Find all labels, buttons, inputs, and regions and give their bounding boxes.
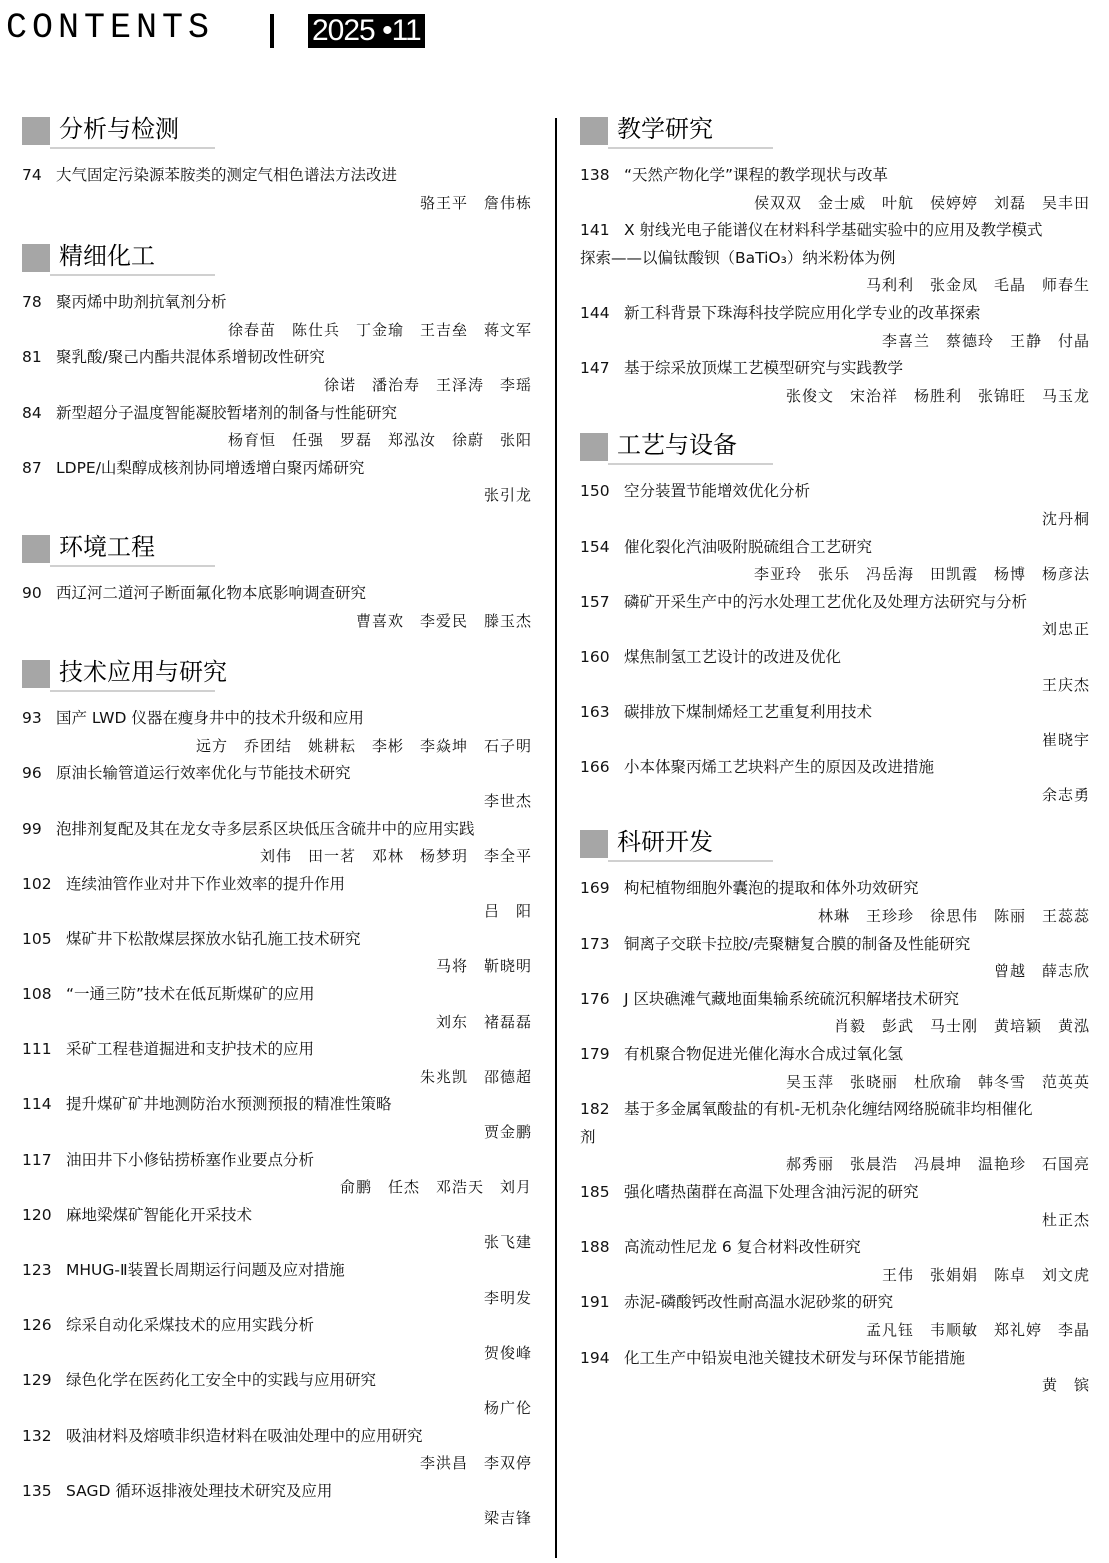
article-title[interactable]: 赤泥-磷酸钙改性耐高温水泥砂浆的研究	[624, 1293, 894, 1312]
entry-title-line	[580, 300, 1090, 328]
article-title-continued[interactable]: 剂	[580, 1127, 596, 1146]
page-number: 169	[580, 879, 610, 898]
entry-title-line	[580, 478, 1090, 506]
page-number: 111	[22, 1040, 52, 1059]
article-authors: 李洪昌 李双停	[419, 1454, 532, 1473]
article-title[interactable]: 化工生产中铅炭电池关键技术研发与环保节能措施	[624, 1348, 966, 1367]
toc-entry[interactable]	[580, 162, 1090, 217]
article-authors: 俞鹏 任杰 邓浩天 刘月	[339, 1178, 532, 1197]
section-marker-square	[22, 117, 50, 145]
article-authors: 刘伟 田一茗 邓林 杨梦玥 李全平	[259, 847, 532, 866]
toc-entry[interactable]	[580, 1345, 1090, 1400]
entry-title-line	[580, 217, 1090, 245]
page-number: 166	[580, 758, 610, 777]
article-title[interactable]: 综采自动化采煤技术的应用实践分析	[66, 1316, 315, 1335]
section-underline	[50, 147, 215, 149]
entry-title-line	[22, 926, 532, 954]
article-authors: 李亚玲 张乐 冯岳海 田凯霞 杨博 杨彦法	[753, 565, 1090, 584]
page-number: 120	[22, 1205, 52, 1224]
toc-entry[interactable]	[22, 705, 532, 760]
article-title[interactable]: “天然产物化学”课程的教学现状与改革	[624, 166, 889, 184]
toc-entry[interactable]	[580, 1041, 1090, 1096]
toc-entry[interactable]	[22, 1036, 532, 1091]
toc-entry[interactable]	[22, 816, 532, 871]
section	[580, 825, 1090, 1399]
entry-title-line	[22, 1036, 532, 1064]
section-marker-square	[580, 433, 608, 461]
article-title[interactable]: 西辽河二道河子断面氟化物本底影响调查研究	[56, 583, 367, 602]
entry-title-line	[580, 1041, 1090, 1069]
section	[22, 112, 532, 217]
article-authors: 余志勇	[1041, 785, 1090, 804]
entry-title-line	[22, 1202, 532, 1230]
toc-entry[interactable]	[580, 217, 1090, 300]
entry-title-line	[22, 760, 532, 788]
entry-title-line	[22, 981, 532, 1009]
article-title[interactable]: 新工科背景下珠海科技学院应用化学专业的改革探索	[624, 303, 981, 322]
toc-entry[interactable]	[580, 875, 1090, 930]
article-title[interactable]: 泡排剂复配及其在龙女寺多层系区块低压含硫井中的应用实践	[56, 819, 475, 838]
article-title[interactable]: 有机聚合物促进光催化海水合成过氧化氢	[624, 1045, 904, 1064]
section-title: 科研开发	[617, 828, 713, 857]
page-number: 147	[580, 359, 610, 378]
article-authors: 刘东 褚磊磊	[435, 1012, 532, 1031]
page-number: 117	[22, 1150, 52, 1169]
article-title[interactable]: 新型超分子温度智能凝胶暂堵剂的制备与性能研究	[56, 403, 398, 422]
entry-title-line	[580, 875, 1090, 903]
page-number: 87	[22, 458, 42, 477]
article-authors: 刘忠正	[1041, 620, 1090, 639]
toc-entry[interactable]	[580, 754, 1090, 809]
entry-title-line	[22, 400, 532, 428]
section-title: 环境工程	[59, 532, 155, 561]
article-authors: 马将 靳晓明	[435, 957, 532, 976]
article-title[interactable]: 绿色化学在医药化工安全中的实践与应用研究	[66, 1371, 377, 1390]
article-authors: 曾越 薛志欣	[993, 962, 1090, 981]
article-authors: 贾金鹏	[483, 1123, 532, 1142]
page-number: 126	[22, 1316, 52, 1335]
toc-entry[interactable]	[22, 400, 532, 455]
entry-title-line	[22, 816, 532, 844]
page-number: 123	[22, 1261, 52, 1279]
section	[22, 655, 532, 1533]
page-number: 84	[22, 403, 42, 422]
article-title[interactable]: 小本体聚丙烯工艺块料产生的原因及改进措施	[624, 758, 935, 777]
page-number: 90	[22, 583, 42, 602]
article-title[interactable]: 提升煤矿矿井地测防治水预测预报的精准性策略	[66, 1095, 392, 1114]
page-number: 78	[22, 293, 42, 312]
article-authors: 贺俊峰	[483, 1343, 532, 1362]
article-authors: 肖毅 彭武 马士刚 黄培颖 黄泓	[833, 1017, 1090, 1036]
toc-entry[interactable]	[22, 580, 532, 635]
section	[22, 239, 532, 510]
section-title: 教学研究	[617, 115, 713, 143]
section-underline	[50, 565, 215, 567]
page-number: 114	[22, 1095, 52, 1114]
article-title[interactable]: 国产 LWD 仪器在瘦身井中的技术升级和应用	[56, 709, 364, 728]
entry-title-line	[580, 644, 1090, 672]
article-title[interactable]: 高流动性尼龙 6 复合材料改性研究	[624, 1238, 861, 1257]
article-title[interactable]: J 区块礁滩气藏地面集输系统硫沉积解堵技术研究	[624, 989, 959, 1008]
section-underline	[50, 274, 215, 276]
entry-title-line	[580, 1179, 1090, 1207]
page-number: 154	[580, 537, 610, 556]
entry-title-line	[22, 705, 532, 733]
page-number: 179	[580, 1045, 610, 1064]
toc-entry[interactable]	[580, 478, 1090, 533]
entry-title-line	[22, 289, 532, 317]
article-title[interactable]: 麻地梁煤矿智能化开采技术	[66, 1205, 253, 1224]
toc-entry[interactable]	[22, 1147, 532, 1202]
entry-title-line	[22, 455, 532, 483]
section-underline	[608, 147, 773, 149]
section-marker-square	[22, 244, 50, 272]
toc-entry[interactable]	[22, 926, 532, 981]
entry-title-line	[580, 1345, 1090, 1373]
toc-entry[interactable]	[22, 1423, 532, 1478]
article-authors: 沈丹桐	[1041, 509, 1090, 528]
toc-entry[interactable]	[580, 986, 1090, 1041]
section-marker-square	[580, 117, 608, 145]
section-underline	[608, 860, 773, 862]
column-divider	[555, 118, 557, 1558]
article-title[interactable]: 碳排放下煤制烯烃工艺重复利用技术	[624, 703, 873, 722]
section-heading	[22, 530, 532, 566]
entry-title-line	[22, 344, 532, 372]
article-authors: 吕 阳	[483, 902, 532, 921]
page-number: 96	[22, 764, 42, 783]
toc-entry[interactable]	[580, 1096, 1090, 1179]
entry-title-line	[22, 1091, 532, 1119]
toc-entry[interactable]	[580, 1179, 1090, 1234]
article-title[interactable]: 聚丙烯中助剂抗氧剂分析	[56, 293, 227, 312]
entry-title-line	[22, 162, 532, 190]
article-authors: 李世杰	[483, 791, 532, 810]
article-title[interactable]: 基于综采放顶煤工艺模型研究与实践教学	[624, 359, 904, 378]
article-authors: 徐诺 潘治寿 王泽涛 李瑶	[323, 375, 532, 394]
article-authors: 徐春苗 陈仕兵 丁金瑜 王吉垒 蒋文军	[227, 320, 532, 339]
left-column	[22, 112, 532, 1533]
article-title[interactable]: 磷矿开采生产中的污水处理工艺优化及处理方法研究与分析	[624, 592, 1028, 611]
article-authors: 张飞建	[483, 1233, 532, 1252]
page-number: 182	[580, 1100, 610, 1119]
article-authors: 王庆杰	[1041, 675, 1090, 694]
entry-title-line	[22, 1257, 532, 1285]
header-divider	[270, 14, 274, 48]
page-number: 99	[22, 819, 42, 838]
article-title[interactable]: 强化嗜热菌群在高温下处理含油污泥的研究	[624, 1183, 919, 1201]
article-title[interactable]: 煤焦制氢工艺设计的改进及优化	[624, 647, 842, 666]
article-title[interactable]: 大气固定污染源苯胺类的测定气相色谱法方法改进	[56, 166, 398, 184]
section-title: 工艺与设备	[617, 431, 737, 460]
section-marker-square	[22, 535, 50, 563]
page-number: 108	[22, 985, 52, 1004]
toc-entry[interactable]	[22, 1257, 532, 1312]
entry-title-line	[580, 699, 1090, 727]
entry-title-line	[580, 355, 1090, 383]
article-authors: 骆王平 詹伟栋	[419, 193, 532, 212]
toc-entry[interactable]	[580, 300, 1090, 355]
page-number: 138	[580, 166, 610, 184]
toc-entry[interactable]	[580, 644, 1090, 699]
page-number: 188	[580, 1238, 610, 1257]
article-title[interactable]: 空分装置节能增效优化分析	[624, 482, 811, 501]
article-authors: 李喜兰 蔡德玲 王静 付晶	[881, 331, 1090, 350]
section-title: 技术应用与研究	[59, 658, 227, 687]
article-authors: 朱兆凯 邵德超	[419, 1067, 532, 1086]
toc-entry[interactable]	[580, 355, 1090, 410]
toc-entry[interactable]	[580, 1289, 1090, 1344]
article-title[interactable]: 枸杞植物细胞外囊泡的提取和体外功效研究	[624, 879, 919, 898]
article-authors: 杨育恒 任强 罗磊 郑泓汝 徐蔚 张阳	[227, 431, 532, 450]
article-title[interactable]: 油田井下小修钻捞桥塞作业要点分析	[66, 1150, 315, 1169]
toc-entry[interactable]	[22, 1202, 532, 1257]
section-title: 分析与检测	[59, 115, 179, 143]
article-authors: 崔晓宇	[1041, 730, 1090, 749]
article-authors: 马利利 张金凤 毛晶 师春生	[865, 276, 1090, 295]
entry-title-line	[22, 580, 532, 608]
issue-number-badge: 2025 •11	[308, 14, 425, 48]
article-authors: 孟凡钰 韦顺敏 郑礼婷 李晶	[865, 1320, 1090, 1339]
section-underline	[608, 463, 773, 465]
section-marker-square	[22, 660, 50, 688]
article-authors: 郝秀丽 张晨浩 冯晨坤 温艳珍 石国亮	[785, 1155, 1090, 1174]
article-title[interactable]: X 射线光电子能谱仪在材料科学基础实验中的应用及教学模式	[624, 221, 1043, 240]
article-authors: 远方 乔团结 姚耕耘 李彬 李焱坤 石子明	[195, 736, 532, 755]
article-authors: 吴玉萍 张晓丽 杜欣瑜 韩冬雪 范英英	[785, 1072, 1090, 1091]
article-title[interactable]: 连续油管作业对井下作业效率的提升作用	[66, 874, 346, 893]
toc-entry[interactable]	[22, 455, 532, 510]
article-authors: 王伟 张娟娟 陈卓 刘文虎	[881, 1265, 1090, 1284]
article-authors: 梁吉锋	[483, 1509, 532, 1528]
page-number: 144	[580, 303, 610, 322]
toc-entry[interactable]	[22, 1312, 532, 1367]
section-marker-square	[580, 830, 608, 858]
article-authors: 曹喜欢 李爱民 滕玉杰	[355, 611, 532, 630]
section-heading	[22, 655, 532, 691]
page-number: 157	[580, 592, 610, 611]
page-number: 93	[22, 709, 42, 728]
article-title[interactable]: 铜离子交联卡拉胶/壳聚糖复合膜的制备及性能研究	[624, 934, 971, 953]
section-heading	[580, 112, 1090, 148]
page-number: 105	[22, 929, 52, 948]
article-title[interactable]: 采矿工程巷道掘进和支护技术的应用	[66, 1040, 315, 1059]
article-authors: 林琳 王珍珍 徐思伟 陈丽 王蕊蕊	[817, 907, 1090, 926]
page-number: 163	[580, 703, 610, 722]
page-number: 191	[580, 1293, 610, 1312]
section-underline	[50, 690, 215, 692]
toc-entry[interactable]	[22, 1478, 532, 1533]
section-heading	[580, 428, 1090, 464]
article-title[interactable]: 基于多金属氧酸盐的有机-无机杂化缠结网络脱硫非均相催化	[624, 1100, 1033, 1119]
entry-title-line	[22, 1147, 532, 1175]
entry-title-line	[22, 1312, 532, 1340]
article-title[interactable]: MHUG-Ⅱ装置长周期运行问题及应对措施	[66, 1261, 345, 1279]
entry-title-line	[580, 162, 1090, 190]
article-authors: 侯双双 金士威 叶航 侯婷婷 刘磊 吴丰田	[753, 193, 1090, 212]
page-number: 141	[580, 221, 610, 240]
toc-entry[interactable]	[580, 1234, 1090, 1289]
section	[580, 428, 1090, 809]
toc-entry[interactable]	[580, 699, 1090, 754]
section-heading	[22, 239, 532, 275]
entry-title-line	[580, 534, 1090, 562]
page-number: 102	[22, 874, 52, 893]
page-number: 173	[580, 934, 610, 953]
entry-title-line	[580, 986, 1090, 1014]
article-authors: 杜正杰	[1041, 1210, 1090, 1229]
toc-entry[interactable]	[580, 534, 1090, 589]
page-number: 150	[580, 482, 610, 501]
toc-entry[interactable]	[580, 589, 1090, 644]
entry-title-line	[580, 931, 1090, 959]
article-authors: 李明发	[483, 1288, 532, 1307]
page-number: 194	[580, 1348, 610, 1367]
article-title[interactable]: 吸油材料及熔喷非织造材料在吸油处理中的应用研究	[66, 1426, 423, 1445]
page-number: 74	[22, 166, 42, 184]
entry-title-line	[580, 1096, 1090, 1124]
article-title[interactable]: 煤矿井下松散煤层探放水钻孔施工技术研究	[66, 929, 361, 948]
entry-title-line	[580, 1289, 1090, 1317]
entry-title-line	[22, 1478, 532, 1506]
page-number: 135	[22, 1481, 52, 1500]
toc-entry[interactable]	[22, 1367, 532, 1422]
entry-title-line	[22, 1367, 532, 1395]
page-number: 132	[22, 1426, 52, 1445]
entry-title-line	[580, 589, 1090, 617]
section-heading	[580, 825, 1090, 861]
section-heading	[22, 112, 532, 148]
toc-entry[interactable]	[22, 981, 532, 1036]
toc-entry[interactable]	[22, 1091, 532, 1146]
toc-entry[interactable]	[22, 289, 532, 344]
article-title[interactable]: 聚乳酸/聚己内酯共混体系增韧改性研究	[56, 348, 325, 367]
article-title-continued[interactable]: 探索——以偏钛酸钡（BaTiO₃）纳米粉体为例	[580, 248, 896, 267]
section-title: 精细化工	[59, 242, 155, 271]
page-number: 185	[580, 1183, 610, 1201]
section	[580, 112, 1090, 410]
page-number: 129	[22, 1371, 52, 1390]
page-number: 160	[580, 647, 610, 666]
toc-entry[interactable]	[580, 931, 1090, 986]
contents-label: CONTENTS	[6, 8, 215, 48]
article-title[interactable]: 原油长输管道运行效率优化与节能技术研究	[56, 764, 351, 783]
page-header	[6, 4, 1106, 50]
entry-title-line	[22, 1423, 532, 1451]
toc-entry[interactable]	[22, 760, 532, 815]
article-authors: 张俊文 宋治祥 杨胜利 张锦旺 马玉龙	[785, 386, 1090, 405]
entry-title-line	[580, 754, 1090, 782]
toc-entry[interactable]	[22, 344, 532, 399]
article-title[interactable]: 催化裂化汽油吸附脱硫组合工艺研究	[624, 537, 873, 556]
toc-entry[interactable]	[22, 162, 532, 217]
toc-entry[interactable]	[22, 871, 532, 926]
article-title[interactable]: SAGD 循环返排液处理技术研究及应用	[66, 1481, 333, 1500]
article-authors: 黄 镔	[1041, 1376, 1090, 1395]
article-authors: 张引龙	[483, 486, 532, 505]
article-authors: 杨广伦	[483, 1398, 532, 1417]
entry-title-line	[22, 871, 532, 899]
entry-title-line	[580, 1234, 1090, 1262]
page-number: 81	[22, 348, 42, 367]
article-title[interactable]: LDPE/山梨醇成核剂协同增透增白聚丙烯研究	[56, 458, 365, 477]
article-title[interactable]: “一通三防”技术在低瓦斯煤矿的应用	[66, 985, 315, 1004]
right-column	[580, 112, 1090, 1400]
section	[22, 530, 532, 635]
page-number: 176	[580, 989, 610, 1008]
